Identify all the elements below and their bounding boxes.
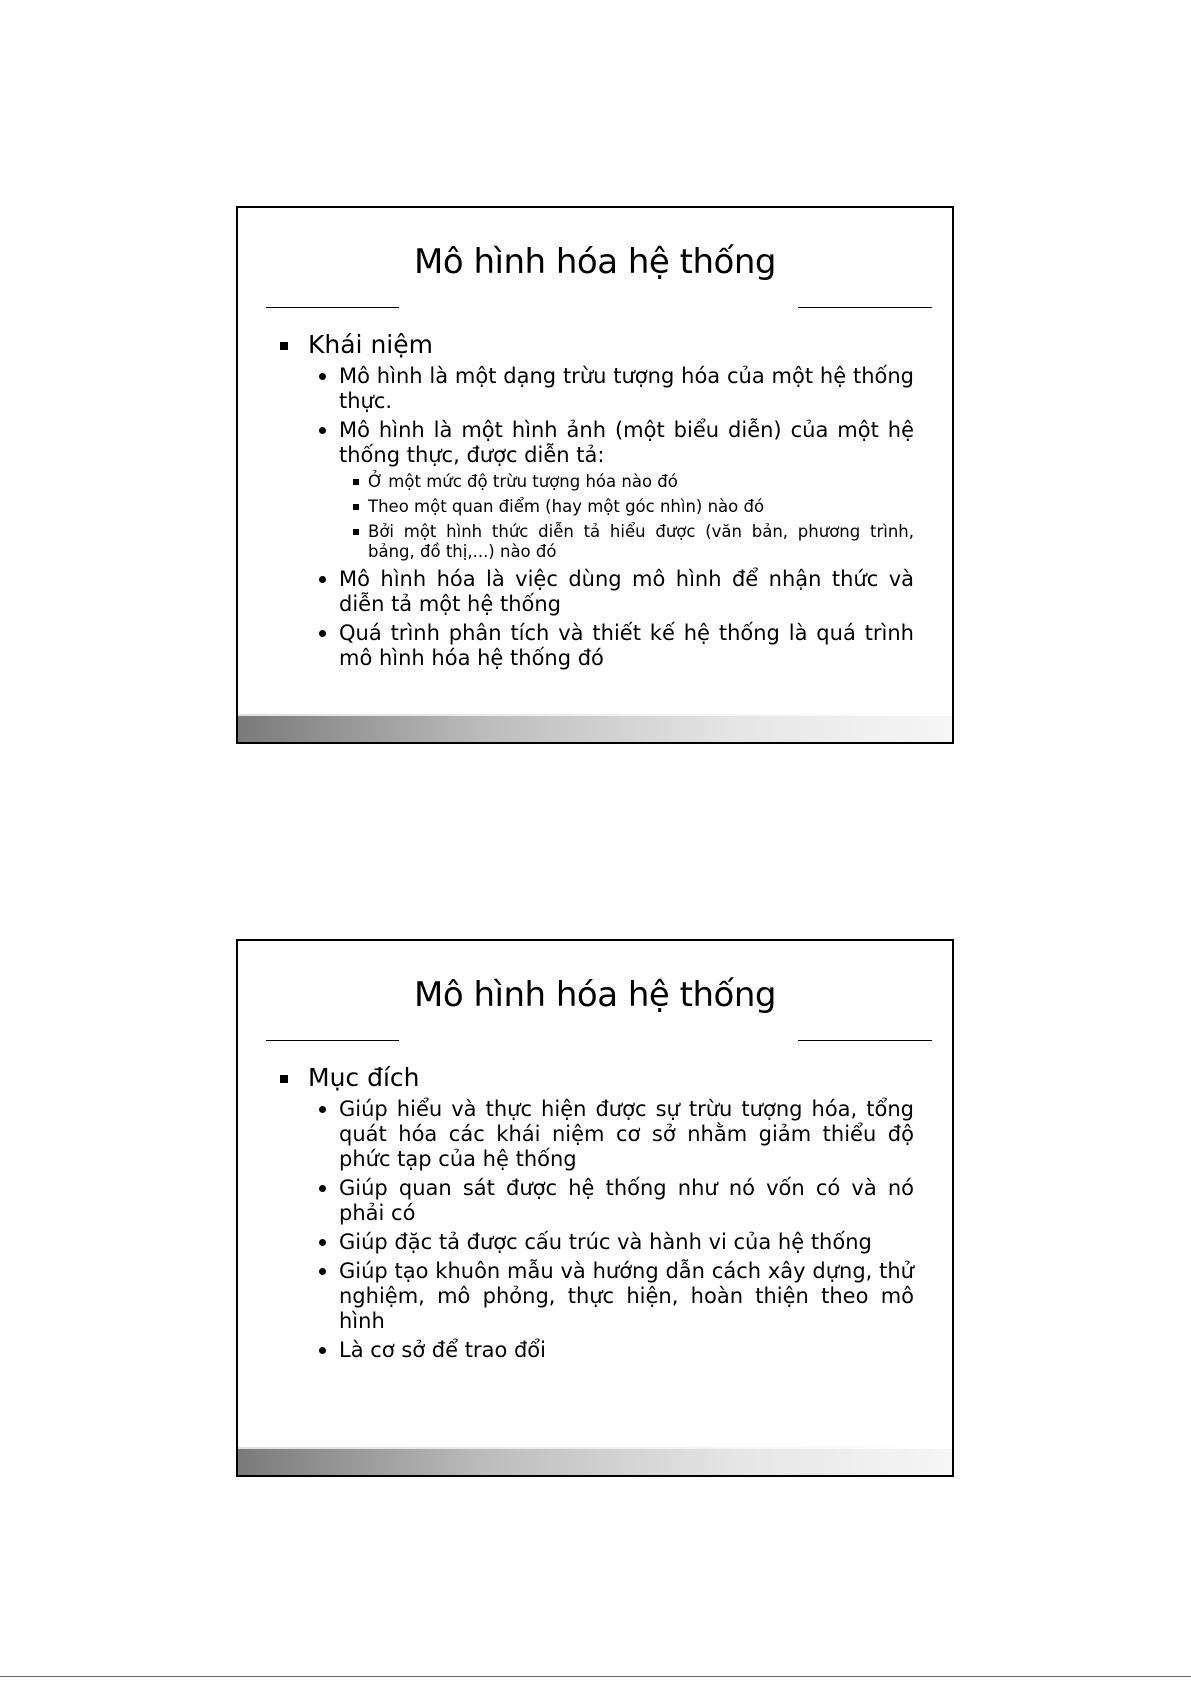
footer-bar-highlight (238, 714, 952, 716)
small-square-bullet-icon (353, 504, 359, 510)
title-rule-right (798, 307, 932, 308)
round-bullet-icon (319, 630, 326, 637)
slide-footer-bar (238, 1447, 952, 1475)
bullet-text: Giúp quan sát được hệ thống như nó vốn có và nó phải có (339, 1176, 914, 1225)
square-bullet-icon (280, 1075, 288, 1083)
bullet-text: Mô hình là một dạng trừu tượng hóa của một hệ thống thực. (339, 364, 914, 413)
title-rule-left (266, 1040, 399, 1041)
footer-bar-highlight (238, 1447, 952, 1449)
bullet-text: Giúp tạo khuôn mẫu và hướng dẫn cách xây dựng, thử nghiệm, mô phỏng, thực hiện, hoàn thiện theo mô hình (339, 1259, 914, 1333)
round-bullet-icon (319, 1106, 326, 1113)
bullet-text: Mô hình là một hình ảnh (một biểu diễn) của một hệ thống thực, được diễn tả: (339, 418, 914, 467)
slide-content (278, 1063, 914, 1367)
slide-title: Mô hình hóa hệ thống (414, 975, 776, 1015)
heading-item (278, 330, 914, 360)
sub-bullet-item (368, 472, 914, 492)
round-bullet-icon (319, 373, 326, 380)
sub-bullet-text: Ở một mức độ trừu tượng hóa nào đó (368, 472, 678, 491)
heading-item (278, 1063, 914, 1093)
bullet-item (339, 364, 914, 414)
heading-text: Mục đích (308, 1063, 420, 1092)
slide-title: Mô hình hóa hệ thống (414, 242, 776, 282)
sub-bullet-item (368, 522, 914, 562)
bullet-text: Là cơ sở để trao đổi (339, 1338, 546, 1362)
sub-bullet-text: Theo một quan điểm (hay một góc nhìn) nào đó (368, 497, 765, 516)
page-bottom-rule (0, 1676, 1191, 1677)
round-bullet-icon (319, 1239, 326, 1246)
sub-bullet-item (368, 497, 914, 517)
bullet-text: Quá trình phân tích và thiết kế hệ thống là quá trình mô hình hóa hệ thống đó (339, 621, 914, 670)
bullet-text: Mô hình hóa là việc dùng mô hình để nhận thức và diễn tả một hệ thống (339, 567, 914, 616)
title-rule-left (266, 307, 399, 308)
bullet-item (339, 418, 914, 468)
bullet-item (339, 1176, 914, 1226)
round-bullet-icon (319, 1268, 326, 1275)
bullet-text: Giúp đặc tả được cấu trúc và hành vi của hệ thống (339, 1230, 872, 1254)
bullet-item (339, 1338, 914, 1363)
round-bullet-icon (319, 1185, 326, 1192)
slide-footer-bar (238, 714, 952, 742)
bullet-item (339, 1259, 914, 1334)
round-bullet-icon (319, 427, 326, 434)
slide-1 (236, 206, 954, 744)
sub-bullet-text: Bởi một hình thức diễn tả hiểu được (văn bản, phương trình, bảng, đồ thị,...) nào đó (368, 522, 914, 561)
slide-2 (236, 939, 954, 1477)
bullet-text: Giúp hiểu và thực hiện được sự trừu tượng hóa, tổng quát hóa các khái niệm cơ sở nhằm giảm thiểu độ phức tạp của hệ thống (339, 1097, 914, 1171)
round-bullet-icon (319, 1347, 326, 1354)
bullet-item (339, 1097, 914, 1172)
heading-text: Khái niệm (308, 330, 433, 359)
small-square-bullet-icon (353, 529, 359, 535)
square-bullet-icon (280, 342, 288, 350)
bullet-item (339, 567, 914, 617)
bullet-item (339, 1230, 914, 1255)
slide-content (278, 330, 914, 675)
bullet-item (339, 621, 914, 671)
round-bullet-icon (319, 576, 326, 583)
title-rule-right (798, 1040, 932, 1041)
small-square-bullet-icon (353, 479, 359, 485)
